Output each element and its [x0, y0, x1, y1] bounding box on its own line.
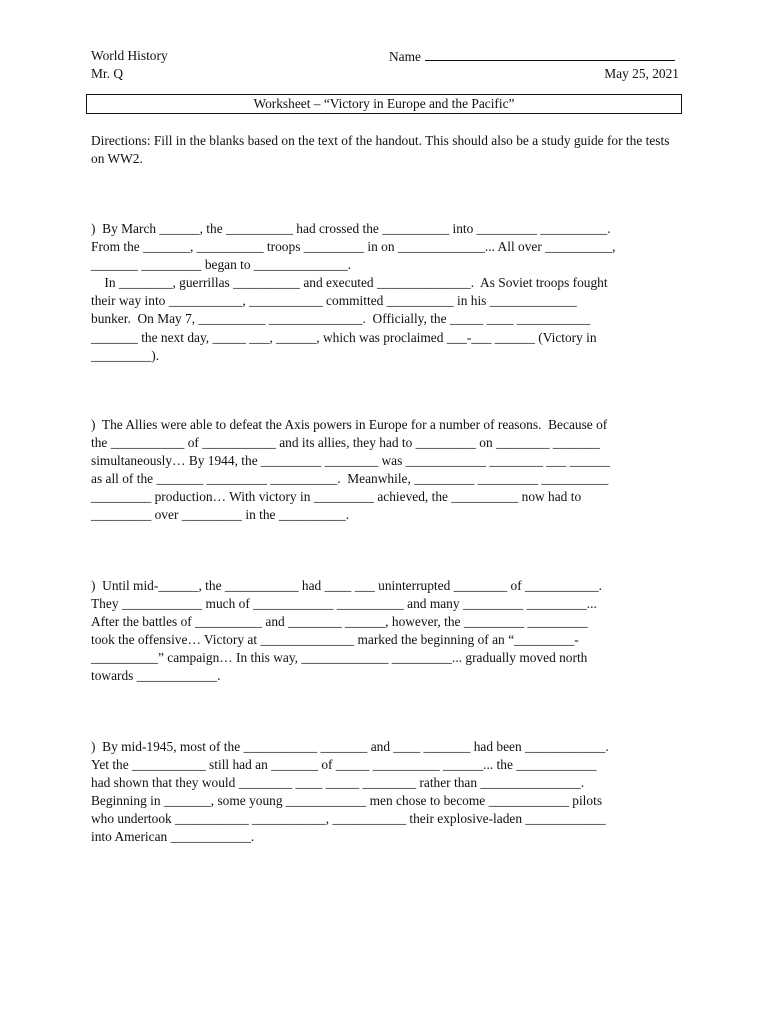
worksheet-date: May 25, 2021 [604, 66, 679, 81]
name-blank-line [425, 47, 675, 61]
course-name: World History [91, 48, 168, 63]
header-row-2 [91, 65, 679, 83]
student-name-field [389, 47, 675, 66]
paragraph-2: ) The Allies were able to defeat the Axis powers in Europe for a number of reasons. Because of the ___________ of ___________ and its allies, they had to _________ on ________ _______ simultaneously… By 1944, the _________ ________ was ____________ ________ ___ ______ as all of the _______ _________ __________. Meanwhile, _________ _________ __________ _________ production… With victory in _________ achieved, the __________ now had to _________ over _________ in the __________. [91, 417, 610, 523]
teacher-name: Mr. Q [91, 66, 123, 81]
header-row-1 [91, 47, 679, 65]
worksheet-title: Worksheet – “Victory in Europe and the Pacific” [86, 94, 682, 114]
name-label: Name [389, 49, 421, 64]
paragraph-3: ) Until mid-______, the ___________ had ____ ___ uninterrupted ________ of ___________. They ____________ much of ____________ __________ and many _________ _________... After the battles of __________ and ________ ______, however, the _________ _________ took the offensive… Victory at ______________ marked the beginning of an “_________- __________” campaign… In this way, _____________ _________... gradually moved north towards ____________. [91, 578, 603, 684]
paragraph-4: ) By mid-1945, most of the ___________ _______ and ____ _______ had been ____________. Yet the ___________ still had an _______ of _____ __________ ______... the ____________ had shown that they would ________ ____ _____ ________ rather than _______________. Beginning in _______, some young ____________ men chose to become ____________ pilots who undertook ___________ ___________, ___________ their explosive-laden ____________ into American ____________. [91, 739, 609, 845]
directions-text: Directions: Fill in the blanks based on the text of the handout. This should also be a study guide for the tests on WW2. [91, 133, 670, 166]
paragraph-1: ) By March ______, the __________ had crossed the __________ into _________ __________. From the _______, __________ troops _________ in on _____________... All over __________, _______ _________ began to ______________. In ________, guerrillas __________ and executed ______________. As Soviet troops fought their way into ___________, ___________ committed __________ in his _____________ bunker. On May 7, __________ ______________. Officially, the _____ ____ ___________ _______ the next day, _____ ___, ______, which was proclaimed ___-___ ______ (Victory in _________). [91, 221, 616, 363]
